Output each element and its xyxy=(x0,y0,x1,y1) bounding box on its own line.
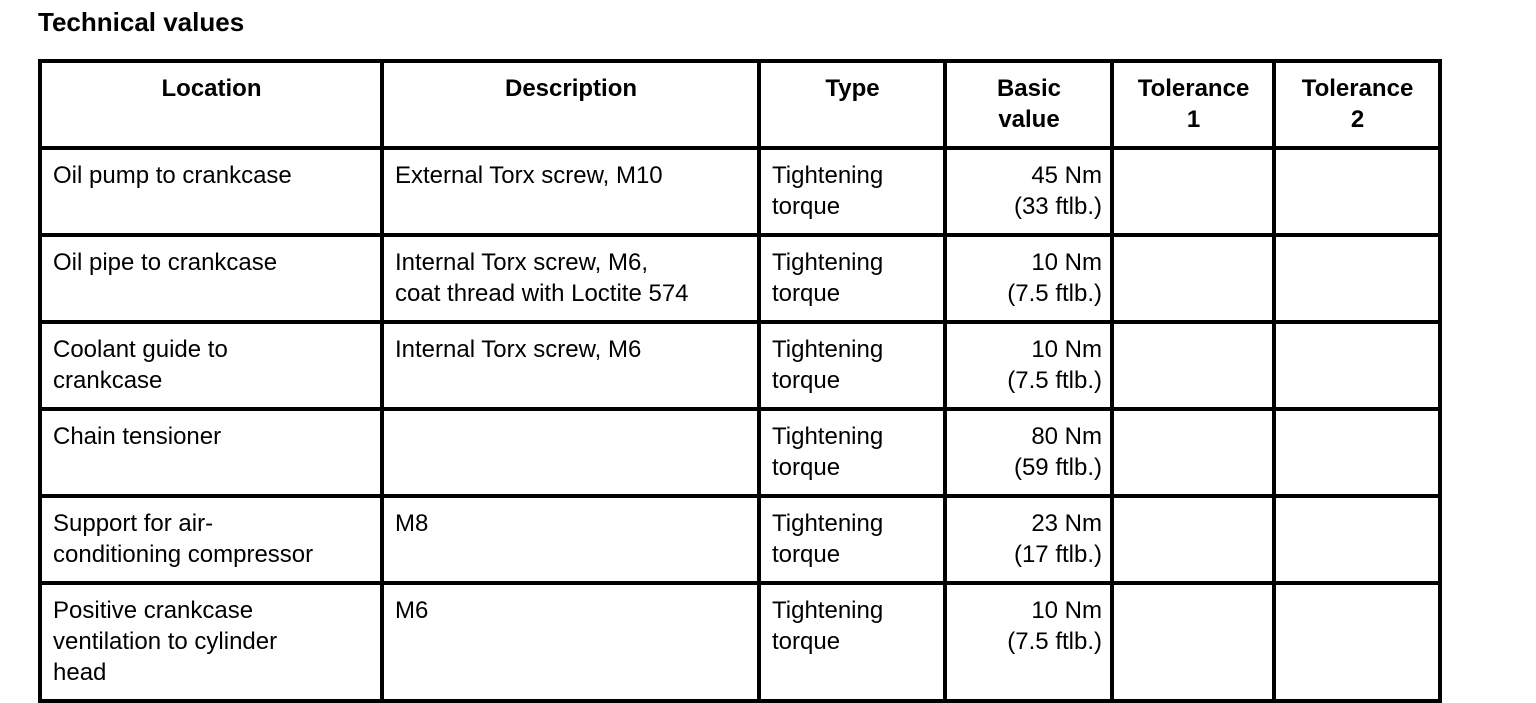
cell-tolerance-2 xyxy=(1274,235,1440,322)
cell-location: Oil pump to crankcase xyxy=(40,148,382,235)
header-type: Type xyxy=(759,61,945,148)
cell-location: Chain tensioner xyxy=(40,409,382,496)
table-row xyxy=(40,322,1440,409)
cell-tolerance-2 xyxy=(1274,322,1440,409)
cell-basic-value: 23 Nm (17 ftlb.) xyxy=(945,496,1112,583)
cell-description: M8 xyxy=(382,496,759,583)
page-title: Technical values xyxy=(38,7,245,37)
cell-basic-value: 80 Nm (59 ftlb.) xyxy=(945,409,1112,496)
cell-tolerance-2 xyxy=(1274,583,1440,701)
cell-tolerance-1 xyxy=(1112,322,1274,409)
cell-type: Tightening torque xyxy=(759,148,945,235)
table-row xyxy=(40,148,1440,235)
cell-location: Support for air- conditioning compressor xyxy=(40,496,382,583)
cell-type: Tightening torque xyxy=(759,496,945,583)
cell-tolerance-2 xyxy=(1274,409,1440,496)
cell-tolerance-2 xyxy=(1274,496,1440,583)
cell-location: Coolant guide to crankcase xyxy=(40,322,382,409)
header-basic-value: Basic value xyxy=(945,61,1112,148)
cell-description: M6 xyxy=(382,583,759,701)
cell-tolerance-1 xyxy=(1112,583,1274,701)
cell-type: Tightening torque xyxy=(759,409,945,496)
table-row xyxy=(40,496,1440,583)
cell-type: Tightening torque xyxy=(759,235,945,322)
header-tolerance-1: Tolerance 1 xyxy=(1112,61,1274,148)
cell-description: Internal Torx screw, M6, coat thread with Loctite 574 xyxy=(382,235,759,322)
cell-basic-value: 10 Nm (7.5 ftlb.) xyxy=(945,235,1112,322)
cell-tolerance-1 xyxy=(1112,496,1274,583)
table-row xyxy=(40,409,1440,496)
cell-location: Positive crankcase ventilation to cylinder head xyxy=(40,583,382,701)
technical-values-table xyxy=(38,59,1442,703)
cell-tolerance-1 xyxy=(1112,148,1274,235)
cell-basic-value: 45 Nm (33 ftlb.) xyxy=(945,148,1112,235)
header-tolerance-2: Tolerance 2 xyxy=(1274,61,1440,148)
cell-tolerance-1 xyxy=(1112,235,1274,322)
cell-description xyxy=(382,409,759,496)
cell-type: Tightening torque xyxy=(759,583,945,701)
cell-location: Oil pipe to crankcase xyxy=(40,235,382,322)
cell-tolerance-2 xyxy=(1274,148,1440,235)
table-row xyxy=(40,583,1440,701)
table-header-row xyxy=(40,61,1440,148)
cell-description: Internal Torx screw, M6 xyxy=(382,322,759,409)
header-location: Location xyxy=(40,61,382,148)
cell-tolerance-1 xyxy=(1112,409,1274,496)
header-description: Description xyxy=(382,61,759,148)
cell-basic-value: 10 Nm (7.5 ftlb.) xyxy=(945,583,1112,701)
cell-description: External Torx screw, M10 xyxy=(382,148,759,235)
cell-type: Tightening torque xyxy=(759,322,945,409)
table-row xyxy=(40,235,1440,322)
cell-basic-value: 10 Nm (7.5 ftlb.) xyxy=(945,322,1112,409)
